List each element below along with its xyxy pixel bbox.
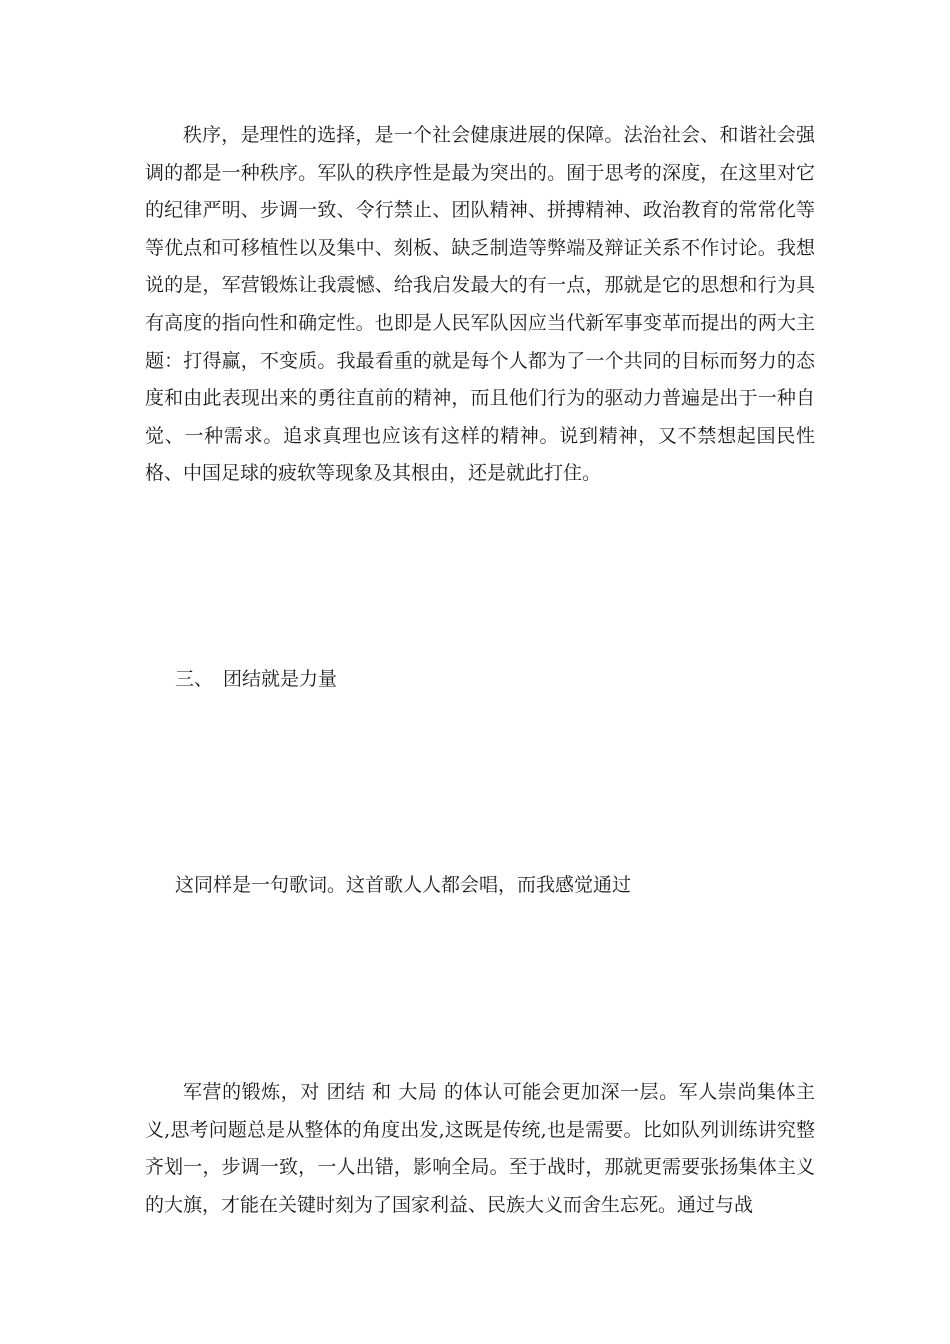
section-number: 三、 — [175, 668, 214, 690]
body-paragraph-lyric: 这同样是一句歌词。这首歌人人都会唱，而我感觉通过 — [175, 874, 632, 896]
section-title: 团结就是力量 — [223, 668, 338, 690]
body-paragraph-unity: 军营的锻炼，对 团结 和 大局 的体认可能会更加深一层。军人崇尚集体主义,思考问题总是从整体的角度出发,这既是传统,也是需要。比如队列训练讲究整齐划一，步调一致，一人出错，影响全局。至于战时，那就更需要张扬集体主义的大旗，才能在关键时刻为了国家利益、民族大义而舍生忘死。通过与战 — [145, 1081, 815, 1216]
body-paragraph-order: 秩序，是理性的选择，是一个社会健康进展的保障。法治社会、和谐社会强调的都是一种秩序。军队的秩序性是最为突出的。囿于思考的深度，在这里对它的纪律严明、步调一致、令行禁止、团队精神、拼搏精神、政治教育的常常化等等优点和可移植性以及集中、刻板、缺乏制造等弊端及辩证关系不作讨论。我想说的是，军营锻炼让我震憾、给我启发最大的有一点，那就是它的思想和行为具有高度的指向性和确定性。也即是人民军队因应当代新军事变革而提出的两大主题：打得赢，不变质。我最看重的就是每个人都为了一个共同的目标而努力的态度和由此表现出来的勇往直前的精神，而且他们行为的驱动力普遍是出于一种自觉、一种需求。追求真理也应该有这样的精神。说到精神，又不禁想起国民性格、中国足球的疲软等现象及其根由，还是就此打住。 — [145, 124, 815, 485]
section-heading — [175, 664, 337, 694]
